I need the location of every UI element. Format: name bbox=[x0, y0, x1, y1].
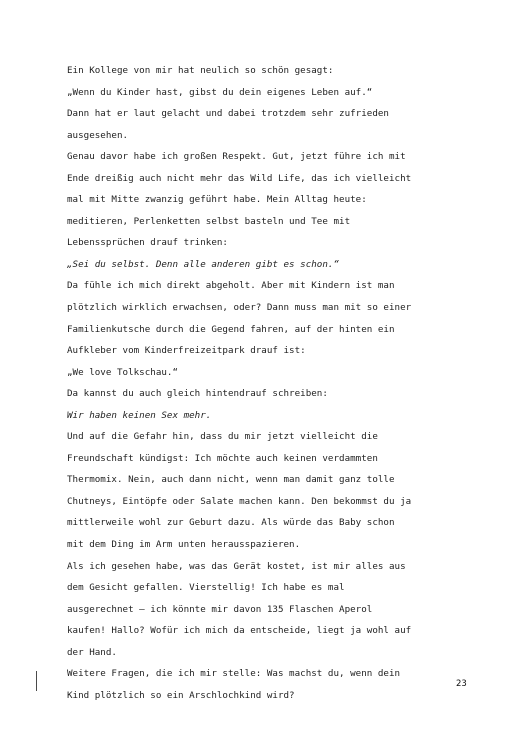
text-line: Lebenssprüchen drauf trinken: bbox=[67, 237, 228, 249]
text-line: „We love Tolkschau.“ bbox=[67, 366, 179, 378]
text-line: mal mit Mitte zwanzig geführt habe. Mein Alltag heute: bbox=[67, 194, 367, 206]
margin-bar bbox=[36, 671, 37, 691]
text-line: Und auf die Gefahr hin, dass du mir jetzt vielleicht die bbox=[67, 431, 378, 443]
text-line: „Wenn du Kinder hast, gibst du dein eigenes Leben auf.“ bbox=[67, 86, 373, 98]
text-line: Freundschaft kündigst: Ich möchte auch keinen verdammten bbox=[67, 452, 378, 464]
text-line: kaufen! Hallo? Wofür ich mich da entscheide, liegt ja wohl auf bbox=[67, 625, 412, 637]
text-line: meditieren, Perlenketten selbst basteln und Tee mit bbox=[67, 215, 351, 227]
text-line: mittlerweile wohl zur Geburt dazu. Als würde das Baby schon bbox=[67, 517, 395, 529]
text-line: plötzlich wirklich erwachsen, oder? Dann muss man mit so einer bbox=[67, 302, 412, 314]
text-line: Ende dreißig auch nicht mehr das Wild Life, das ich vielleicht bbox=[67, 172, 412, 184]
text-line: Aufkleber vom Kinderfreizeitpark drauf ist: bbox=[67, 345, 306, 357]
text-line: Ein Kollege von mir hat neulich so schön gesagt: bbox=[67, 65, 334, 76]
text-line: der Hand. bbox=[67, 646, 117, 658]
text-line: mit dem Ding im Arm unten herausspazieren. bbox=[67, 539, 301, 551]
text-line: Dann hat er laut gelacht und dabei trotzdem sehr zufrieden bbox=[67, 108, 389, 120]
text-line: Familienkutsche durch die Gegend fahren, auf der hinten ein bbox=[67, 323, 395, 335]
text-line: Weitere Fragen, die ich mir stelle: Was machst du, wenn dein bbox=[67, 668, 401, 680]
text-line: „Sei du selbst. Denn alle anderen gibt es schon.“ bbox=[67, 258, 340, 270]
text-line: Als ich gesehen habe, was das Gerät kostet, ist mir alles aus bbox=[67, 560, 406, 572]
text-line: Chutneys, Eintöpfe oder Salate machen kann. Den bekommst du ja bbox=[67, 495, 412, 507]
text-line: Kind plötzlich so ein Arschlochkind wird? bbox=[67, 689, 295, 701]
text-line: dem Gesicht gefallen. Vierstellig! Ich habe es mal bbox=[67, 582, 345, 594]
body-text bbox=[67, 60, 477, 706]
text-line: Da fühle ich mich direkt abgeholt. Aber mit Kindern ist man bbox=[67, 280, 395, 292]
text-line: Da kannst du auch gleich hintendrauf schreiben: bbox=[67, 388, 328, 400]
text-line: ausgesehen. bbox=[67, 129, 129, 141]
text-line: ausgerechnet – ich könnte mir davon 135 Flaschen Aperol bbox=[67, 603, 373, 615]
text-line: Genau davor habe ich großen Respekt. Gut, jetzt führe ich mit bbox=[67, 151, 406, 163]
text-line: Thermomix. Nein, auch dann nicht, wenn man damit ganz tolle bbox=[67, 474, 395, 486]
text-line: Wir haben keinen Sex mehr. bbox=[67, 409, 212, 421]
page-number: 23 bbox=[456, 679, 467, 689]
